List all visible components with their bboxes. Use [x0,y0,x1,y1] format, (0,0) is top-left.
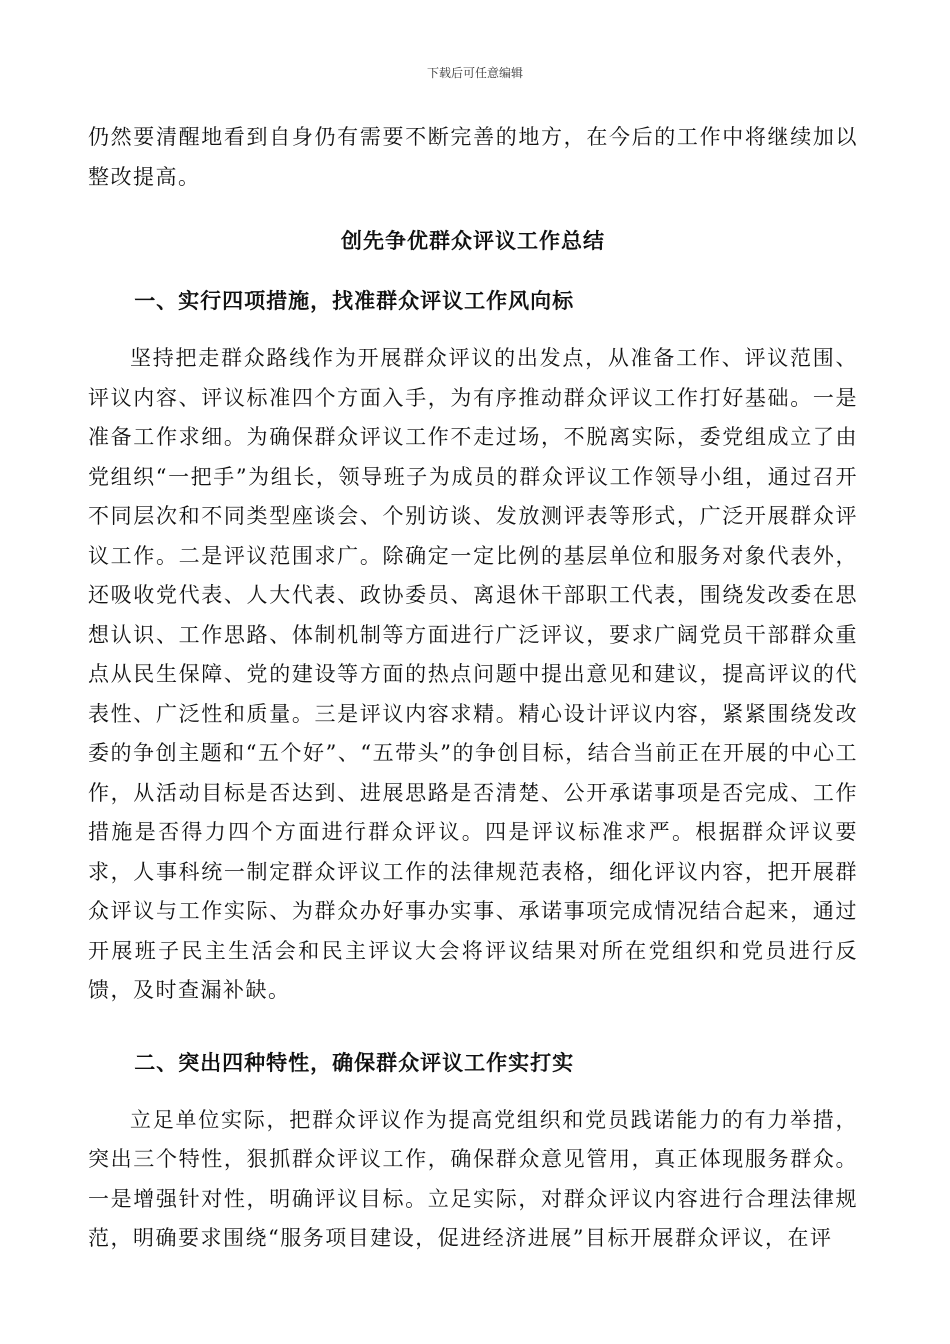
section-2-heading: 二、突出四种特性，确保群众评议工作实打实 [134,1049,575,1075]
document-title: 创先争优群众评议工作总结 [341,228,605,253]
header-note: 下载后可任意编辑 [426,66,523,80]
section-2-body: 立足单位实际，把群众评议作为提高党组织和党员践诺能力的有力举措，突出三个特性，狠抓群众评议工作，确保群众意见管用，真正体现服务群众。一是增强针对性，明确评议目标。立足实际，对群众评议内容进行合理法律规范，明确要求围绕“服务项目建设，促进经济进展”目标开展群众评议，在评 [88,1107,858,1250]
carryover-paragraph: 仍然要清醒地看到自身仍有需要不断完善的地方，在今后的工作中将继续加以整改提高。 [88,125,858,189]
section-1-heading: 一、实行四项措施，找准群众评议工作风向标 [134,288,575,313]
section-1-body: 坚持把走群众路线作为开展群众评议的出发点，从准备工作、评议范围、评议内容、评议标准四个方面入手，为有序推动群众评议工作打好基础。一是准备工作求细。为确保群众评议工作不走过场，不脱离实际，委党组成立了由党组织“一把手”为组长，领导班子为成员的群众评议工作领导小组，通过召开不同层次和不同类型座谈会、个别访谈、发放测评表等形式，广泛开展群众评议工作。二是评议范围求广。除确定一定比例的基层单位和服务对象代表外，还吸收党代表、人大代表、政协委员、离退休干部职工代表，围绕发改委在思想认识、工作思路、体制机制等方面进行广泛评议，要求广阔党员干部群众重点从民生保障、党的建设等方面的热点问题中提出意见和建议，提高评议的代表性、广泛性和质量。三是评议内容求精。精心设计评议内容，紧紧围绕发改委的争创主题和“五个好”、“五带头”的争创目标，结合当前正在开展的中心工作，从活动目标是否达到、进展思路是否清楚、公开承诺事项是否完成、工作措施是否得力四个方面进行群众评议。四是评议标准求严。根据群众评议要求，人事科统一制定群众评议工作的法律规范表格，细化评议内容，把开展群众评议与工作实际、为群众办好事办实事、承诺事项完成情况结合起来，通过开展班子民主生活会和民主评议大会将评议结果对所在党组织和党员进行反馈，及时查漏补缺。 [88,346,858,1002]
document-body [88,118,858,1259]
